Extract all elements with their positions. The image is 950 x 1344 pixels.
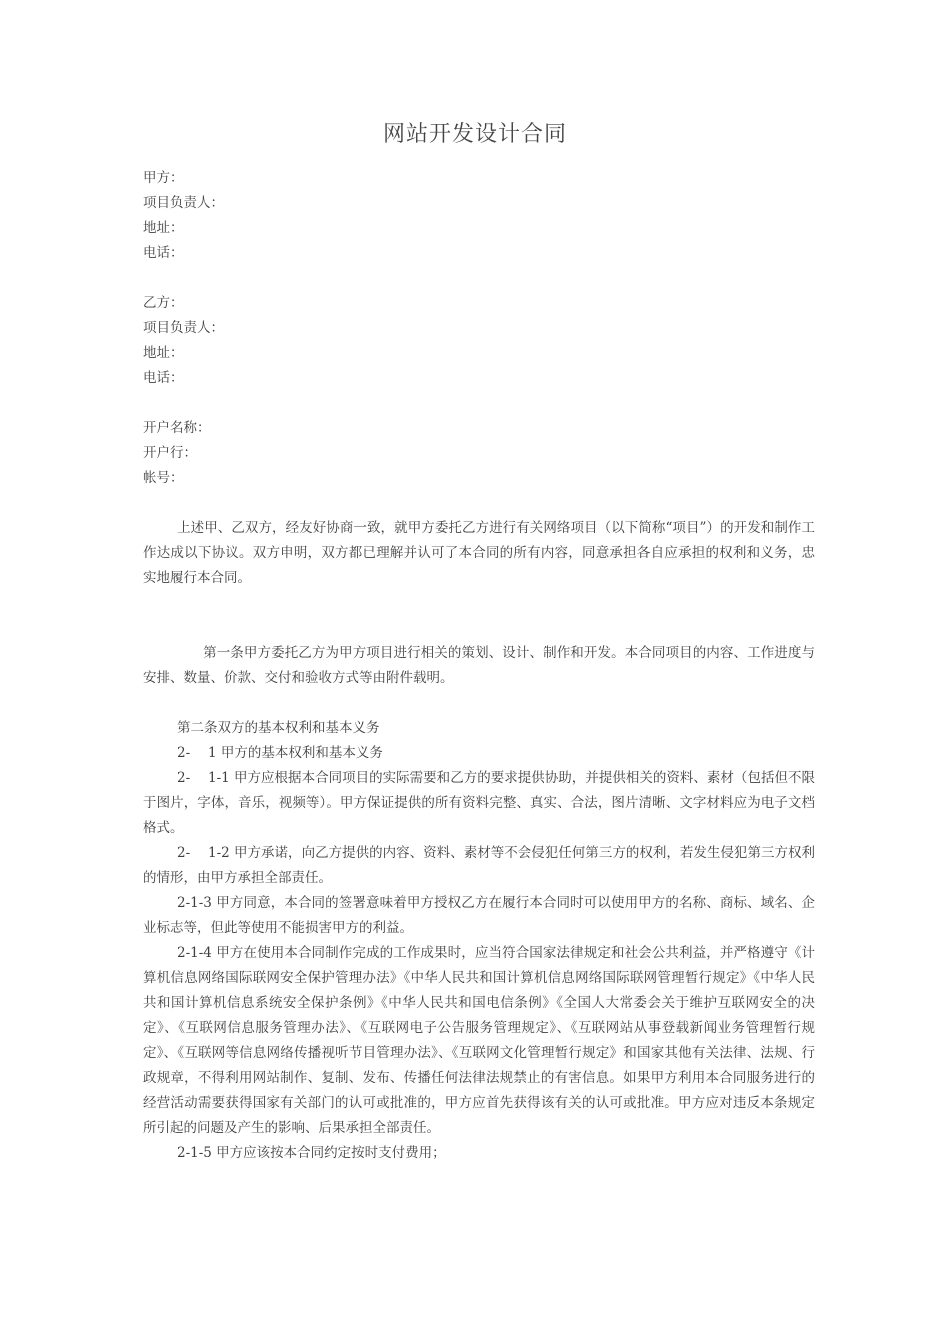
party-a-lead: 项目负责人： bbox=[143, 195, 224, 211]
clause-2-1-5: 2-1-5 甲方应该按本合同约定按时支付费用； bbox=[177, 1145, 446, 1161]
page-title: 网站开发设计合同 bbox=[382, 122, 567, 147]
party-a-address: 地址： bbox=[143, 220, 184, 236]
preamble-paragraph bbox=[143, 516, 815, 591]
bank-account-name: 开户名称： bbox=[143, 420, 211, 436]
party-b-label: 乙方： bbox=[143, 295, 184, 311]
party-a-section bbox=[143, 166, 815, 266]
article-2-section bbox=[143, 716, 815, 1166]
preamble-text: 上述甲、乙双方，经友好协商一致，就甲方委托乙方进行有关网络项目（以下简称“项目”）的开发和制作工作达成以下协议。双方申明，双方都已理解并认可了本合同的所有内容，同意承担各自应承担的权利和义务，忠实地履行本合同。 bbox=[143, 520, 815, 586]
party-b-section bbox=[143, 291, 815, 391]
party-b-phone: 电话： bbox=[143, 370, 184, 386]
article-1-text: 第一条甲方委托乙方为甲方项目进行相关的策划、设计、制作和开发。本合同项目的内容、工作进度与安排、数量、价款、交付和验收方式等由附件载明。 bbox=[143, 645, 815, 686]
clause-2-1-2: 2- 1-2 甲方承诺，向乙方提供的内容、资料、素材等不会侵犯任何第三方的权利，若发生侵犯第三方权利的情形，由甲方承担全部责任。 bbox=[143, 845, 815, 886]
clause-2-1-1: 2- 1-1 甲方应根据本合同项目的实际需要和乙方的要求提供协助，并提供相关的资料、素材（包括但不限于图片，字体，音乐，视频等）。甲方保证提供的所有资料完整、真实、合法，图片清晰、文字材料应为电子文档格式。 bbox=[143, 770, 815, 836]
article-1-paragraph bbox=[143, 641, 815, 691]
bank-account-number: 帐号： bbox=[143, 470, 184, 486]
bank-section bbox=[143, 416, 815, 491]
party-b-lead: 项目负责人： bbox=[143, 320, 224, 336]
party-a-label: 甲方： bbox=[143, 170, 184, 186]
party-a-phone: 电话： bbox=[143, 245, 184, 261]
party-b-address: 地址： bbox=[143, 345, 184, 361]
clause-2-1: 2- 1 甲方的基本权利和基本义务 bbox=[177, 745, 383, 761]
clause-2-1-3: 2-1-3 甲方同意，本合同的签署意味着甲方授权乙方在履行本合同时可以使用甲方的名称、商标、域名、企业标志等，但此等使用不能损害甲方的利益。 bbox=[143, 895, 815, 936]
clause-2-1-4: 2-1-4 甲方在使用本合同制作完成的工作成果时，应当符合国家法律规定和社会公共利益，并严格遵守《计算机信息网络国际联网安全保护管理办法》《中华人民共和国计算机信息网络国际联网管理暂行规定》《中华人民共和国计算机信息系统安全保护条例》《中华人民共和国电信条例》《全国人大常委会关于维护互联网安全的决定》、《互联网信息服务管理办法》、《互联网电子公告服务管理规定》、《互联网站从事登载新闻业务管理暂行规定》、《互联网等信息网络传播视听节目管理办法》、《互联网文化管理暂行规定》和国家其他有关法律、法规、行政规章，不得利用网站制作、复制、发布、传播任何法律法规禁止的有害信息。如果甲方利用本合同服务进行的经营活动需要获得国家有关部门的认可或批准的，甲方应首先获得该有关的认可或批准。甲方应对违反本条规定所引起的问题及产生的影响、后果承担全部责任。 bbox=[143, 945, 815, 1136]
article-2-title: 第二条双方的基本权利和基本义务 bbox=[177, 720, 380, 736]
bank-name: 开户行： bbox=[143, 445, 197, 461]
